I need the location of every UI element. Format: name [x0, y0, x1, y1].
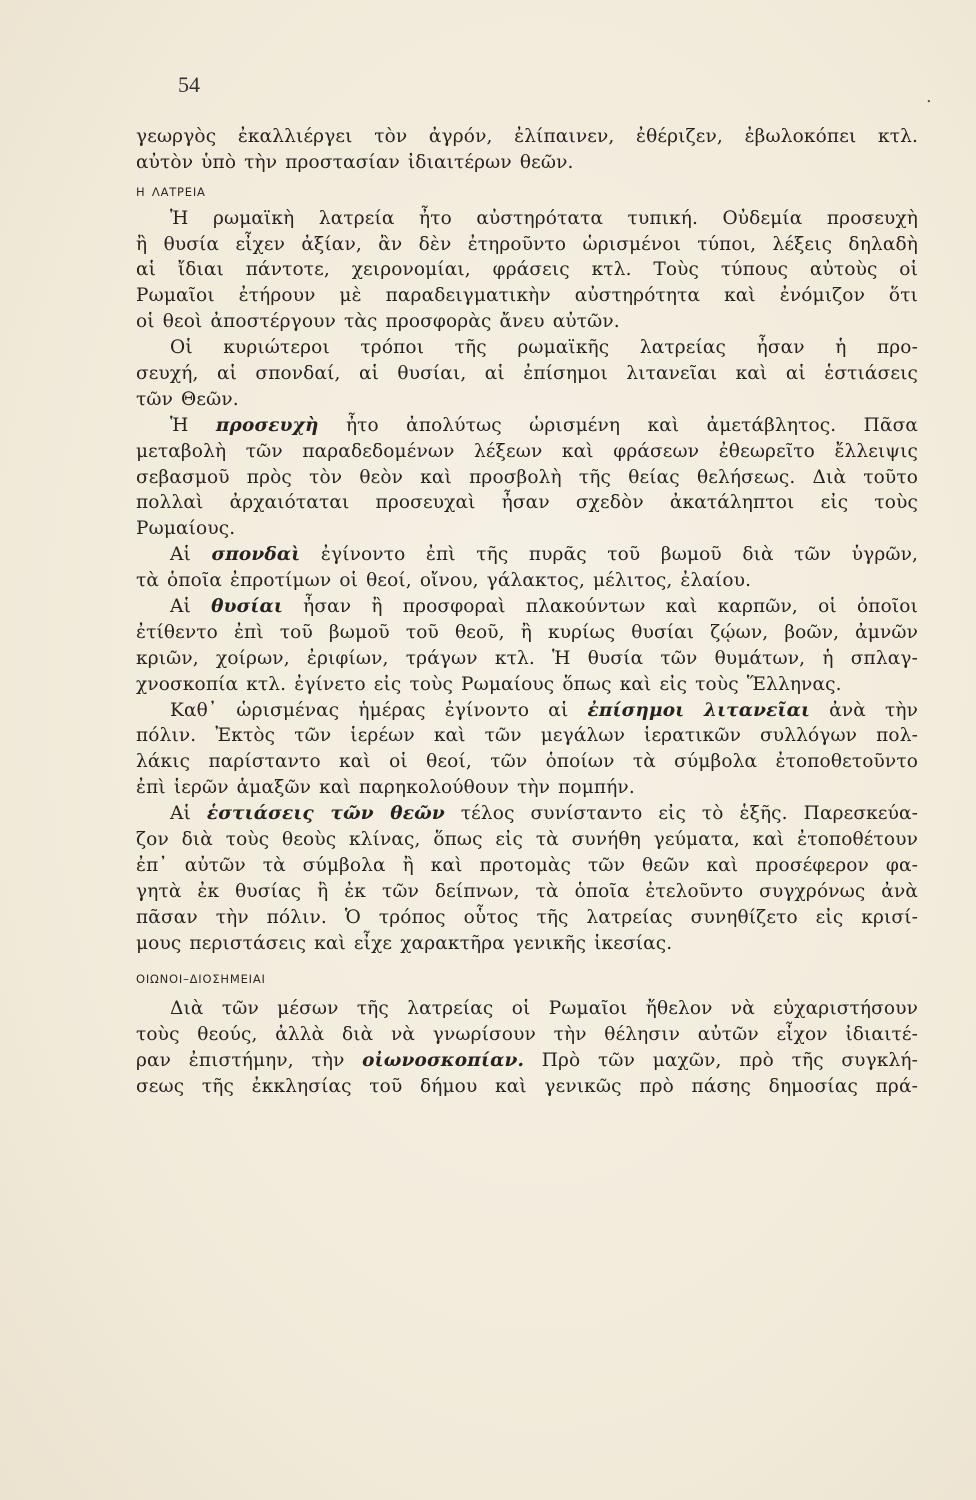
text-line: τοὺς θεούς, ἀλλὰ διὰ νὰ γνωρίσουν τὴν θέλησιν αὐτῶν εἶχον ἰδιαιτέ- — [136, 1024, 918, 1046]
text-line: μους περιστάσεις καὶ εἶχε χαρακτῆρα γενικῆς ἱκεσίας. — [136, 932, 673, 954]
text-fragment: Καθ᾽ ὡρισμένας ἡμέρας ἐγίνοντο αἱ — [170, 699, 569, 721]
text-line — [136, 413, 918, 439]
text-line — [136, 594, 918, 620]
page-text — [136, 124, 918, 1100]
text-line: Ἡ ρωμαϊκὴ λατρεία ἦτο αὐστηρότατα τυπική. Οὐδεμία προσευχὴ — [170, 207, 918, 229]
text-line: Διὰ τῶν μέσων τῆς λατρείας οἱ Ρωμαῖοι ἤθελον νὰ εὐχαριστήσουν — [170, 998, 918, 1020]
text-fragment: Αἱ — [170, 544, 191, 566]
text-line: κριῶν, χοίρων, ἐριφίων, τράγων κτλ. Ἡ θυσία τῶν θυμάτων, ἡ σπλαγ- — [136, 647, 918, 669]
text-line: Ρωμαίους. — [136, 518, 236, 540]
text-line: μεταβολὴ τῶν παραδεδομένων λέξεων καὶ φράσεων ἐθεωρεῖτο ἔλλειψις — [136, 440, 918, 462]
term-proseuche: προσευχὴ — [215, 414, 319, 436]
text-line: λάκις παρίσταντο καὶ οἱ θεοί, τῶν ὁποίων τὰ σύμβολα ἐτοποθετοῦντο — [136, 751, 918, 773]
text-line: αἱ ἴδιαι πάντοτε, χειρονομίαι, φράσεις κτλ. Τοὺς τύπους αὐτοὺς οἱ — [136, 259, 918, 281]
text-line: γεωργὸς ἐκαλλιέργει τὸν ἀγρόν, ἐλίπαινεν, ἐθέριζεν, ἐβωλοκόπει κτλ. — [136, 126, 918, 147]
text-line: πᾶσαν τὴν πόλιν. Ὁ τρόπος οὗτος τῆς λατρείας συνηθίζετο εἰς κρισί- — [136, 906, 918, 928]
text-line: πόλιν. Ἐκτὸς τῶν ἱερέων καὶ τῶν μεγάλων ἱερατικῶν συλλόγων πολ- — [136, 725, 918, 747]
text-fragment: Αἱ — [170, 596, 191, 618]
page-number: 54 — [178, 72, 200, 97]
text-line — [136, 542, 918, 568]
text-line: Ρωμαῖοι ἐτήρουν μὲ παραδειγματικὴν αὐστηρότητα καὶ ἐνόμιζον ὅτι — [136, 285, 918, 307]
text-line: ἐπ᾽ αὐτῶν τὰ σύμβολα ἢ καὶ προτομὰς τῶν θεῶν καὶ προσέφερον φα- — [136, 854, 918, 876]
text-fragment: Ἡ — [170, 414, 189, 436]
text-fragment: ραν ἐπιστήμην, τὴν — [136, 1050, 345, 1072]
term-oionoskopia: οἰωνοσκοπίαν. — [362, 1050, 525, 1072]
text-fragment: ἐγίνοντο ἐπὶ τῆς πυρᾶς τοῦ βωμοῦ διὰ τῶν ὑγρῶν, — [320, 544, 919, 566]
term-hestiaseis: ἑστιάσεις τῶν θεῶν — [206, 803, 445, 825]
text-line: σευχή, αἱ σπονδαί, αἱ θυσίαι, αἱ ἐπίσημοι λιτανεῖαι καὶ αἱ ἑστιάσεις — [136, 363, 918, 385]
section-heading-oionoi: ΟΙΩΝΟΙ–ΔΙΟΣΗΜΕΙΑΙ — [136, 971, 266, 986]
text-line: ἐπὶ ἱερῶν ἁμαξῶν καὶ παρηκολούθουν τὴν πομπήν. — [136, 777, 635, 799]
section-heading-latreia: Η ΛΑΤΡΕΙΑ — [136, 184, 206, 199]
text-line: σεβασμοῦ πρὸς τὸν θεὸν καὶ προσβολὴ τῆς θείας θελήσεως. Διὰ τοῦτο — [136, 466, 918, 488]
text-line: γητὰ ἐκ θυσίας ἢ ἐκ τῶν δείπνων, τὰ ὁποῖα ἐτελοῦντο συγχρόνως ἀνὰ — [136, 880, 918, 902]
text-line: αὐτὸν ὑπὸ τὴν προστασίαν ἰδιαιτέρων θεῶν. — [136, 151, 574, 173]
corner-mark: . — [926, 86, 932, 107]
text-line — [136, 801, 918, 827]
term-thysiai: θυσίαι — [211, 596, 283, 618]
text-fragment: ἦσαν ἢ προσφοραὶ πλακούντων καὶ καρπῶν, οἱ ὁποῖοι — [303, 596, 918, 618]
text-line: τὰ ὁποῖα ἐπροτίμων οἱ θεοί, οἴνου, γάλακτος, μέλιτος, ἐλαίου. — [136, 570, 752, 592]
text-line — [136, 1048, 918, 1074]
text-line — [136, 698, 918, 724]
text-line: σεως τῆς ἐκκλησίας τοῦ δήμου καὶ γενικῶς πρὸ πάσης δημοσίας πρά- — [136, 1076, 918, 1098]
term-litaneiai: ἐπίσημοι λιτανεῖαι — [587, 699, 811, 721]
text-line: τῶν Θεῶν. — [136, 388, 239, 410]
text-line: πολλαὶ ἀρχαιόταται προσευχαὶ ἦσαν σχεδὸν ἀκατάληπτοι εἰς τοὺς — [136, 492, 918, 514]
text-fragment: ἀνὰ τὴν — [829, 699, 919, 721]
text-fragment: ἦτο ἀπολύτως ὡρισμένη καὶ ἀμετάβλητος. Πᾶσα — [345, 414, 919, 436]
text-line: Οἱ κυριώτεροι τρόποι τῆς ρωμαϊκῆς λατρείας ἦσαν ἡ προ- — [170, 337, 918, 359]
text-fragment: τέλος συνίσταντο εἰς τὸ ἑξῆς. Παρεσκεύα- — [460, 803, 919, 825]
text-fragment: Πρὸ τῶν μαχῶν, πρὸ τῆς συγκλή- — [541, 1050, 918, 1072]
term-spondai: σπονδαὶ — [211, 544, 301, 566]
text-fragment: Αἱ — [170, 803, 191, 825]
text-line: ζον διὰ τοὺς θεοὺς κλίνας, ὅπως εἰς τὰ συνήθη γεύματα, καὶ ἐτοποθέτουν — [136, 829, 918, 851]
text-line: ἐτίθεντο ἐπὶ τοῦ βωμοῦ τοῦ θεοῦ, ἢ κυρίως θυσίαι ζῴων, βοῶν, ἀμνῶν — [136, 621, 918, 643]
text-line: οἱ θεοὶ ἀποστέργουν τὰς προσφορὰς ἄνευ αὐτῶν. — [136, 311, 620, 333]
text-line: ἢ θυσία εἶχεν ἀξίαν, ἂν δὲν ἐτηροῦντο ὡρισμένοι τύποι, λέξεις δηλαδὴ — [136, 233, 918, 255]
text-line: χνοσκοπία κτλ. ἐγίνετο εἰς τοὺς Ρωμαίους ὅπως καὶ εἰς τοὺς Ἕλληνας. — [136, 673, 842, 695]
